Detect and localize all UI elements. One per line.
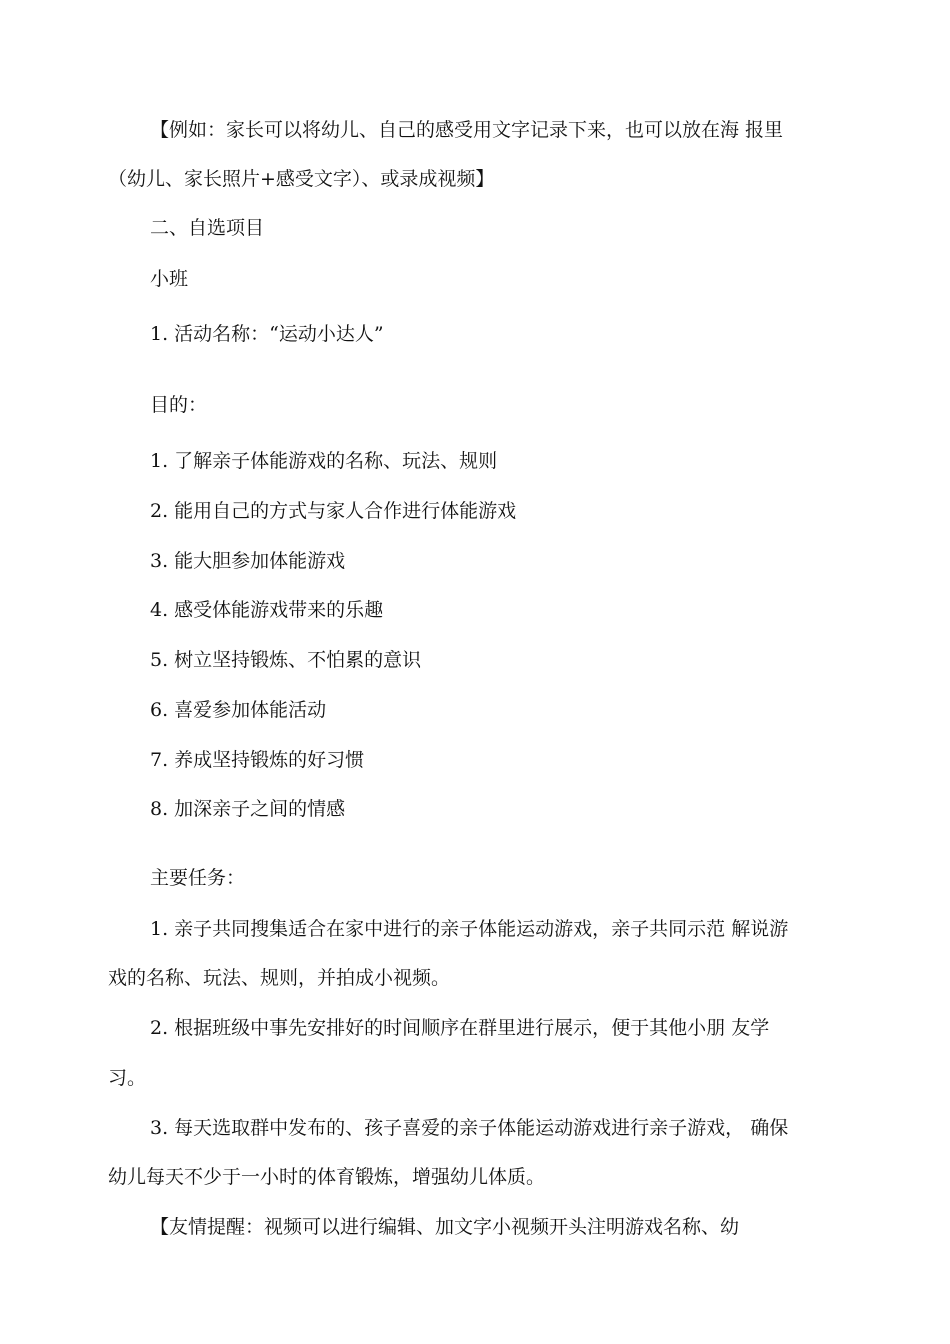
task-item-line-1: 1. 亲子共同搜集适合在家中进行的亲子体能运动游戏，亲子共同示范 解说游 [150, 918, 789, 940]
intro-paragraph-line-2: （幼儿、家长照片+感受文字）、或录成视频】 [108, 168, 495, 190]
goal-item: 4. 感受体能游戏带来的乐趣 [150, 599, 384, 621]
goal-item: 6. 喜爱参加体能活动 [150, 699, 327, 721]
goal-item: 2. 能用自己的方式与家人合作进行体能游戏 [150, 500, 517, 522]
goal-item: 7. 养成坚持锻炼的好习惯 [150, 749, 365, 771]
task-item-line-1: 2. 根据班级中事先安排好的时间顺序在群里进行展示，便于其他小朋 友学 [150, 1017, 770, 1039]
task-item-line-1: 3. 每天选取群中发布的、孩子喜爱的亲子体能运动游戏进行亲子游戏， 确保 [150, 1117, 789, 1139]
goal-item: 8. 加深亲子之间的情感 [150, 798, 346, 820]
goal-item: 3. 能大胆参加体能游戏 [150, 550, 346, 572]
reminder-line: 【友情提醒：视频可以进行编辑、加文字小视频开头注明游戏名称、幼 [150, 1216, 740, 1238]
section-heading: 二、自选项目 [150, 217, 265, 239]
tasks-heading: 主要任务： [150, 867, 246, 889]
goal-item: 5. 树立坚持锻炼、不怕累的意识 [150, 649, 422, 671]
goal-item: 1. 了解亲子体能游戏的名称、玩法、规则 [150, 450, 498, 472]
goals-heading: 目的： [150, 394, 208, 416]
task-item-line-2: 习。 [108, 1067, 147, 1089]
task-item-line-2: 戏的名称、玩法、规则，并拍成小视频。 [108, 967, 451, 989]
intro-paragraph-line-1: 【例如：家长可以将幼儿、自己的感受用文字记录下来，也可以放在海 报里 [150, 119, 784, 141]
class-label: 小班 [150, 268, 189, 290]
task-item-line-2: 幼儿每天不少于一小时的体育锻炼，增强幼儿体质。 [108, 1166, 546, 1188]
activity-title: 1. 活动名称：“运动小达人” [150, 323, 384, 345]
